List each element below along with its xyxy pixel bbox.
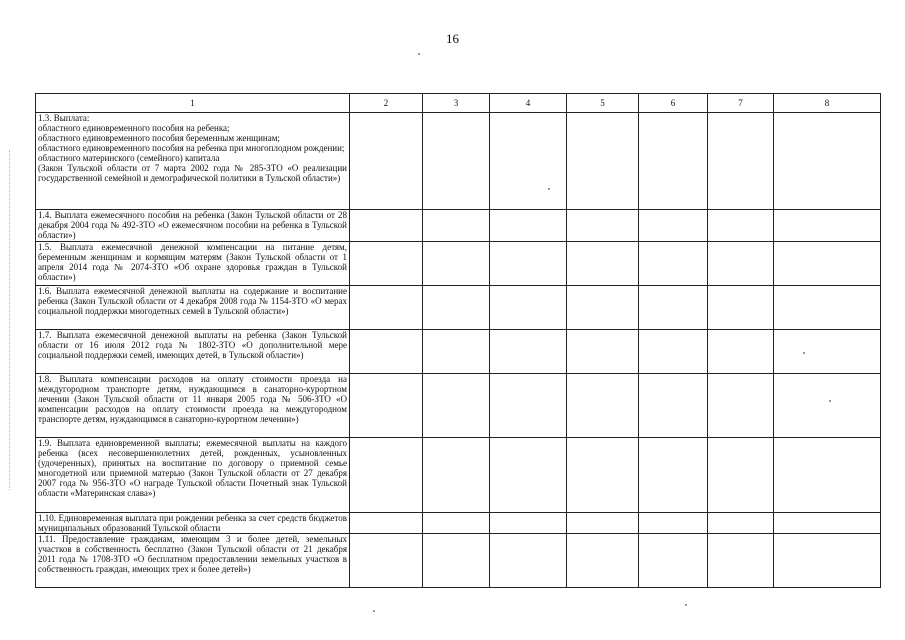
- empty-cell: [350, 286, 423, 330]
- row-description: 1.6. Выплата ежемесячной денежной выплаты на содержание и воспитание ребенка (Закон Тульской области от 4 декабря 2008 года № 1154-ЗТО «О мерах социальной поддержки многодетных семей в Тульской области»): [36, 286, 350, 330]
- empty-cell: [708, 374, 774, 438]
- empty-cell: [423, 242, 490, 286]
- empty-cell: [350, 513, 423, 534]
- row-description: 1.4. Выплата ежемесячного пособия на ребенка (Закон Тульской области от 28 декабря 2004 года № 492-ЗТО «О ежемесячном пособии на ребенка в Тульской области»): [36, 210, 350, 242]
- empty-cell: [639, 210, 708, 242]
- empty-cell: [490, 113, 567, 210]
- row-description: 1.8. Выплата компенсации расходов на оплату стоимости проезда на междугородном транспорте детям, нуждающимся в санаторно-курортном лечении (Закон Тульской области от 11 января 2005 года № 506-ЗТО «О компенсации расходов на оплату стоимости проезда на междугородном транспорте детям, нуждающимся в санаторно-курортном лечении»): [36, 374, 350, 438]
- column-header: 4: [490, 94, 567, 113]
- empty-cell: [567, 534, 639, 588]
- empty-cell: [423, 438, 490, 513]
- empty-cell: [490, 210, 567, 242]
- empty-cell: [708, 242, 774, 286]
- empty-cell: [423, 330, 490, 374]
- empty-cell: [708, 534, 774, 588]
- row-description: 1.10. Единовременная выплата при рождении ребенка за счет средств бюджетов муниципальных образований Тульской области: [36, 513, 350, 534]
- scan-speck: [418, 53, 420, 55]
- empty-cell: [567, 330, 639, 374]
- column-header: 1: [36, 94, 350, 113]
- empty-cell: [774, 513, 881, 534]
- column-header: 2: [350, 94, 423, 113]
- row-description: 1.3. Выплата: областного единовременного пособия на ребенка; областного единовременного пособия беременным женщинам; областного единовременного пособия на ребенка при многоплодном рождении; областного материнского (семейного) капитала (Закон Тульской области от 7 марта 2002 года № 285-ЗТО «О реализации государственной семейной и демографической политики в Тульской области»): [36, 113, 350, 210]
- empty-cell: [639, 330, 708, 374]
- empty-cell: [708, 438, 774, 513]
- empty-cell: [708, 513, 774, 534]
- row-description: 1.9. Выплата единовременной выплаты; ежемесячной выплаты на каждого ребенка (всех несовершеннолетних детей, рожденных, усыновленных (удочеренных), принятых на воспитание по договору о приемной семье многодетной или приемной матерью (Закон Тульской области от 27 декабря 2007 года № 956-ЗТО «О награде Тульской области Почетный знак Тульской области «Материнская слава»): [36, 438, 350, 513]
- empty-cell: [567, 242, 639, 286]
- empty-cell: [423, 374, 490, 438]
- empty-cell: [423, 534, 490, 588]
- header-row: [36, 94, 881, 113]
- empty-cell: [774, 438, 881, 513]
- column-header: 3: [423, 94, 490, 113]
- empty-cell: [350, 374, 423, 438]
- empty-cell: [708, 286, 774, 330]
- empty-cell: [774, 534, 881, 588]
- empty-cell: [639, 374, 708, 438]
- column-header: 6: [639, 94, 708, 113]
- row-description: 1.5. Выплата ежемесячной денежной компенсации на питание детям, беременным женщинам и кормящим матерям (Закон Тульской области от 1 апреля 2014 года № 2074-ЗТО «Об охране здоровья граждан в Тульской области»): [36, 242, 350, 286]
- table-row: [36, 438, 881, 513]
- data-table: [35, 93, 881, 588]
- scan-speck: [373, 610, 375, 612]
- table-row: [36, 534, 881, 588]
- empty-cell: [639, 242, 708, 286]
- empty-cell: [708, 210, 774, 242]
- empty-cell: [567, 210, 639, 242]
- empty-cell: [774, 210, 881, 242]
- table-row: [36, 113, 881, 210]
- empty-cell: [490, 513, 567, 534]
- empty-cell: [567, 374, 639, 438]
- column-header: 7: [708, 94, 774, 113]
- empty-cell: [639, 113, 708, 210]
- empty-cell: [350, 438, 423, 513]
- empty-cell: [708, 330, 774, 374]
- empty-cell: [567, 286, 639, 330]
- empty-cell: [350, 242, 423, 286]
- table-body: [36, 113, 881, 588]
- empty-cell: [490, 330, 567, 374]
- page-number: 16: [446, 31, 459, 46]
- empty-cell: [774, 242, 881, 286]
- table-row: [36, 286, 881, 330]
- table-row: [36, 242, 881, 286]
- row-description: 1.7. Выплата ежемесячной денежной выплаты на ребенка (Закон Тульской области от 16 июля 2012 года № 1802-ЗТО «О дополнительной мере социальной поддержки семей, имеющих детей, в Тульской области»): [36, 330, 350, 374]
- empty-cell: [567, 513, 639, 534]
- empty-cell: [490, 438, 567, 513]
- empty-cell: [423, 210, 490, 242]
- empty-cell: [639, 534, 708, 588]
- empty-cell: [490, 374, 567, 438]
- empty-cell: [567, 438, 639, 513]
- column-header: 5: [567, 94, 639, 113]
- table-row: [36, 513, 881, 534]
- empty-cell: [639, 286, 708, 330]
- empty-cell: [423, 286, 490, 330]
- empty-cell: [639, 513, 708, 534]
- empty-cell: [350, 210, 423, 242]
- column-header: 8: [774, 94, 881, 113]
- empty-cell: [490, 286, 567, 330]
- empty-cell: [490, 534, 567, 588]
- scan-speck: [685, 604, 687, 606]
- table-row: [36, 210, 881, 242]
- empty-cell: [423, 513, 490, 534]
- table-row: [36, 374, 881, 438]
- empty-cell: [350, 534, 423, 588]
- empty-cell: [774, 374, 881, 438]
- empty-cell: [774, 330, 881, 374]
- empty-cell: [708, 113, 774, 210]
- empty-cell: [350, 113, 423, 210]
- empty-cell: [639, 438, 708, 513]
- empty-cell: [774, 113, 881, 210]
- table-row: [36, 330, 881, 374]
- empty-cell: [774, 286, 881, 330]
- margin-marks: [9, 150, 12, 490]
- empty-cell: [567, 113, 639, 210]
- empty-cell: [423, 113, 490, 210]
- row-description: 1.11. Предоставление гражданам, имеющим 3 и более детей, земельных участков в собственность бесплатно (Закон Тульской области от 21 декабря 2011 года № 1708-ЗТО «О бесплатном предоставлении земельных участков в собственность граждан, имеющих трех и более детей»): [36, 534, 350, 588]
- empty-cell: [350, 330, 423, 374]
- empty-cell: [490, 242, 567, 286]
